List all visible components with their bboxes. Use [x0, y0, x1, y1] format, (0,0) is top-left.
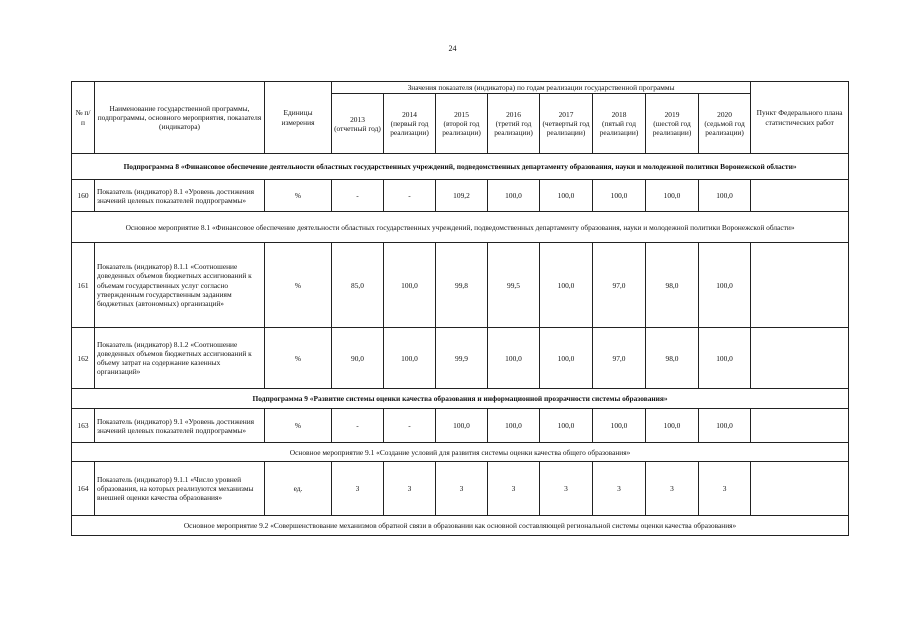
value-cell: 3	[593, 462, 646, 516]
unit-cell: %	[265, 180, 332, 212]
value-cell: -	[332, 409, 384, 443]
activity-9-2-title: Основное мероприятие 9.2 «Совершенствование механизмов обратной связи в образовании как основной составляющей региональной системы оценки качества образования»	[72, 516, 849, 536]
plan-cell	[751, 180, 849, 212]
value-cell: 99,5	[488, 243, 540, 328]
table-row	[72, 462, 849, 516]
plan-cell	[751, 328, 849, 389]
value-cell: 98,0	[646, 328, 699, 389]
header-unit: Единицы измерения	[265, 82, 332, 154]
plan-cell	[751, 462, 849, 516]
value-cell: -	[384, 180, 436, 212]
value-cell: 100,0	[384, 328, 436, 389]
indicator-name: Показатель (индикатор) 8.1 «Уровень достижения значений целевых показателей подпрограммы»	[95, 180, 265, 212]
section-row	[72, 443, 849, 462]
value-cell: 100,0	[436, 409, 488, 443]
value-cell: 3	[332, 462, 384, 516]
section-row	[72, 212, 849, 243]
value-cell: 97,0	[593, 243, 646, 328]
header-years-group: Значения показателя (индикатора) по годам реализации государственной программы	[332, 82, 751, 94]
value-cell: 3	[699, 462, 751, 516]
unit-cell: %	[265, 243, 332, 328]
value-cell: 100,0	[488, 409, 540, 443]
value-cell: 100,0	[540, 243, 593, 328]
value-cell: 3	[540, 462, 593, 516]
value-cell: 100,0	[540, 328, 593, 389]
value-cell: -	[332, 180, 384, 212]
value-cell: 97,0	[593, 328, 646, 389]
header-name: Наименование государственной программы, подпрограммы, основного мероприятия, показателя (индикатора)	[95, 82, 265, 154]
row-number: 163	[72, 409, 95, 443]
value-cell: 100,0	[646, 180, 699, 212]
unit-cell: %	[265, 328, 332, 389]
header-year: 2015 (второй год реализации)	[436, 94, 488, 154]
unit-cell: %	[265, 409, 332, 443]
table-row	[72, 328, 849, 389]
table-row	[72, 243, 849, 328]
page-number: 24	[448, 44, 457, 53]
value-cell: 100,0	[699, 328, 751, 389]
section-row	[72, 516, 849, 536]
value-cell: 109,2	[436, 180, 488, 212]
indicator-name: Показатель (индикатор) 9.1.1 «Число уровней образования, на которых реализуются механизмы внешней оценки качества образования»	[95, 462, 265, 516]
subprogram-9-title: Подпрограмма 9 «Развитие системы оценки качества образования и информационной прозрачности системы образования»	[72, 389, 849, 409]
value-cell: 99,9	[436, 328, 488, 389]
value-cell: 100,0	[646, 409, 699, 443]
value-cell: 100,0	[540, 180, 593, 212]
value-cell: -	[384, 409, 436, 443]
indicator-name: Показатель (индикатор) 8.1.1 «Соотношение доведенных объемов бюджетных ассигнований к объемам государственных услуг согласно утвержденным государственным заданиям бюджетных (автономных) организаций»	[95, 243, 265, 328]
activity-9-1-title: Основное мероприятие 9.1 «Создание условий для развития системы оценки качества общего образования»	[72, 443, 849, 462]
row-number: 161	[72, 243, 95, 328]
row-number: 162	[72, 328, 95, 389]
table-row	[72, 180, 849, 212]
row-number: 164	[72, 462, 95, 516]
indicator-table	[71, 81, 849, 536]
value-cell: 100,0	[384, 243, 436, 328]
plan-cell	[751, 409, 849, 443]
header-year: 2017 (четвертый год реализации)	[540, 94, 593, 154]
header-num: № п/п	[72, 82, 95, 154]
value-cell: 98,0	[646, 243, 699, 328]
value-cell: 100,0	[699, 243, 751, 328]
value-cell: 99,8	[436, 243, 488, 328]
subprogram-8-title: Подпрограмма 8 «Финансовое обеспечение деятельности областных государственных учреждений, подведомственных департаменту образования, науки и молодежной политики Воронежской области»	[72, 154, 849, 180]
value-cell: 100,0	[488, 328, 540, 389]
value-cell: 100,0	[593, 180, 646, 212]
indicator-name: Показатель (индикатор) 9.1 «Уровень достижения значений целевых показателей подпрограммы»	[95, 409, 265, 443]
value-cell: 90,0	[332, 328, 384, 389]
value-cell: 3	[488, 462, 540, 516]
header-year: 2018 (пятый год реализации)	[593, 94, 646, 154]
section-row	[72, 154, 849, 180]
header-plan: Пункт Федерального плана статистических работ	[751, 82, 849, 154]
activity-8-1-title: Основное мероприятие 8.1 «Финансовое обеспечение деятельности областных государственных учреждений, подведомственных департаменту образования, науки и молодежной политики Воронежской области»	[72, 212, 849, 243]
section-row	[72, 389, 849, 409]
header-row-top	[72, 82, 849, 94]
value-cell: 85,0	[332, 243, 384, 328]
value-cell: 100,0	[593, 409, 646, 443]
value-cell: 3	[384, 462, 436, 516]
table-row	[72, 409, 849, 443]
header-year: 2016 (третий год реализации)	[488, 94, 540, 154]
value-cell: 100,0	[699, 409, 751, 443]
row-number: 160	[72, 180, 95, 212]
header-year: 2019 (шестой год реализации)	[646, 94, 699, 154]
value-cell: 3	[436, 462, 488, 516]
value-cell: 100,0	[540, 409, 593, 443]
plan-cell	[751, 243, 849, 328]
header-year: 2013 (отчетный год)	[332, 94, 384, 154]
header-year: 2020 (седьмой год реализации)	[699, 94, 751, 154]
header-year: 2014 (первый год реализации)	[384, 94, 436, 154]
value-cell: 100,0	[488, 180, 540, 212]
value-cell: 3	[646, 462, 699, 516]
value-cell: 100,0	[699, 180, 751, 212]
unit-cell: ед.	[265, 462, 332, 516]
indicator-name: Показатель (индикатор) 8.1.2 «Соотношение доведенных объемов бюджетных ассигнований к объему затрат на содержание казенных организаций»	[95, 328, 265, 389]
